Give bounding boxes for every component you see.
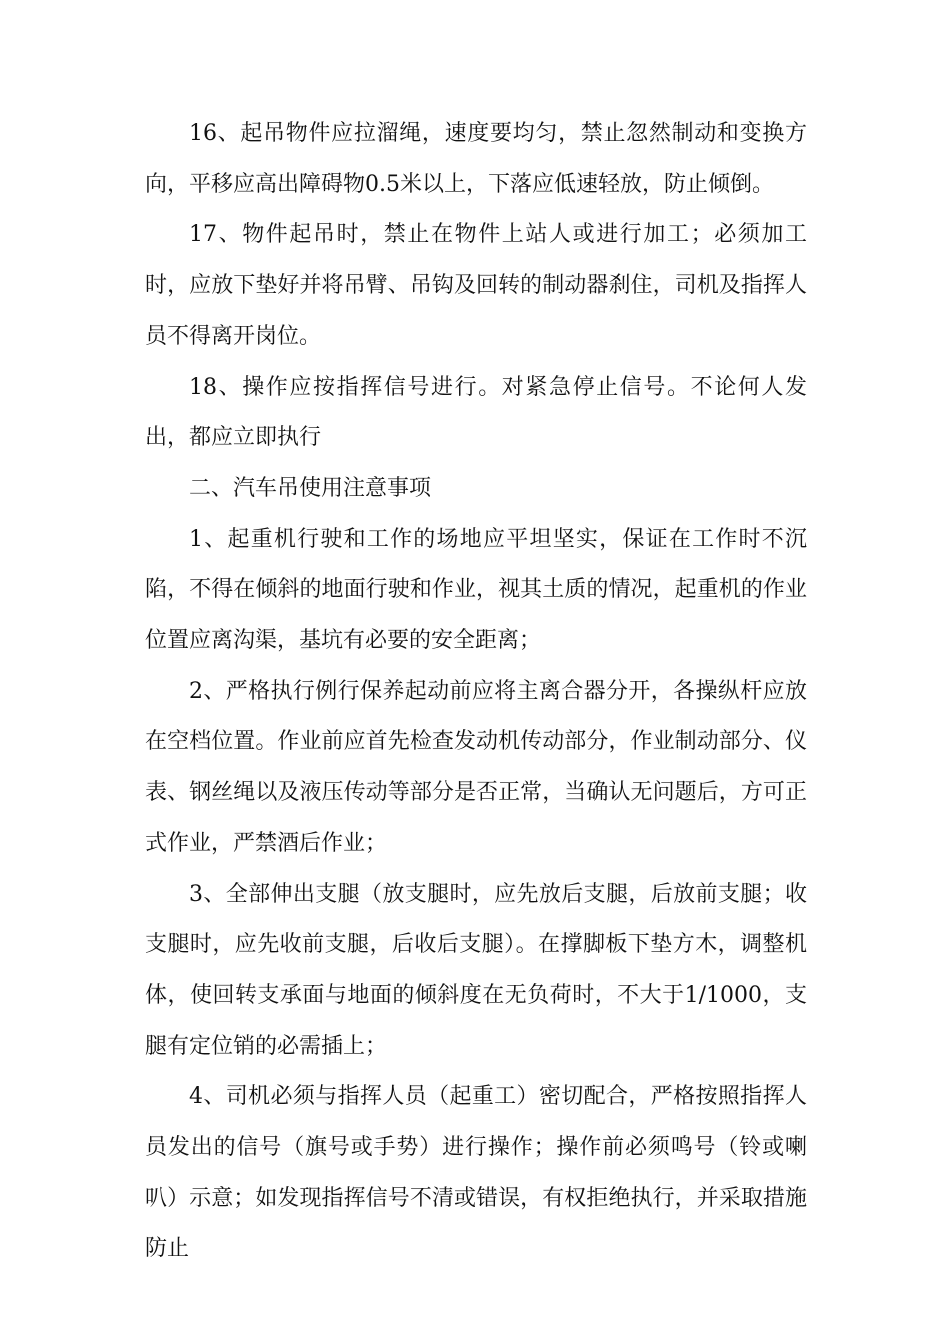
paragraph-item-16: 16、起吊物件应拉溜绳，速度要均匀，禁止忽然制动和变换方向，平移应高出障碍物0.5米以上，下落应低速轻放，防止倾倒。 — [145, 121, 807, 197]
paragraph-item-17: 17、物件起吊时，禁止在物件上站人或进行加工；必须加工时，应放下垫好并将吊臂、吊钩及回转的制动器刹住，司机及指挥人员不得离开岗位。 — [145, 222, 807, 349]
paragraph-item-4: 4、司机必须与指挥人员（起重工）密切配合，严格按照指挥人员发出的信号（旗号或手势）进行操作；操作前必须鸣号（铃或喇叭）示意；如发现指挥信号不清或错误，有权拒绝执行，并采取措施防止 — [145, 1084, 807, 1262]
paragraph-item-1: 1、起重机行驶和工作的场地应平坦坚实，保证在工作时不沉陷，不得在倾斜的地面行驶和作业，视其土质的情况，起重机的作业位置应离沟渠，基坑有必要的安全距离； — [145, 526, 807, 654]
document-body — [145, 109, 807, 1275]
section-heading: 二、汽车吊使用注意事项 — [189, 475, 432, 501]
paragraph-item-18: 18、操作应按指挥信号进行。对紧急停止信号。不论何人发出，都应立即执行 — [145, 374, 807, 451]
paragraph-item-3: 3、全部伸出支腿（放支腿时，应先放后支腿，后放前支腿；收支腿时，应先收前支腿，后收后支腿）。在撑脚板下垫方木，调整机体，使回转支承面与地面的倾斜度在无负荷时，不大于1/1000，支腿有定位销的必需插上； — [145, 881, 807, 1059]
paragraph-item-2: 2、严格执行例行保养起动前应将主离合器分开，各操纵杆应放在空档位置。作业前应首先检查发动机传动部分，作业制动部分、仪表、钢丝绳以及液压传动等部分是否正常，当确认无问题后，方可正式作业，严禁酒后作业； — [145, 678, 807, 856]
